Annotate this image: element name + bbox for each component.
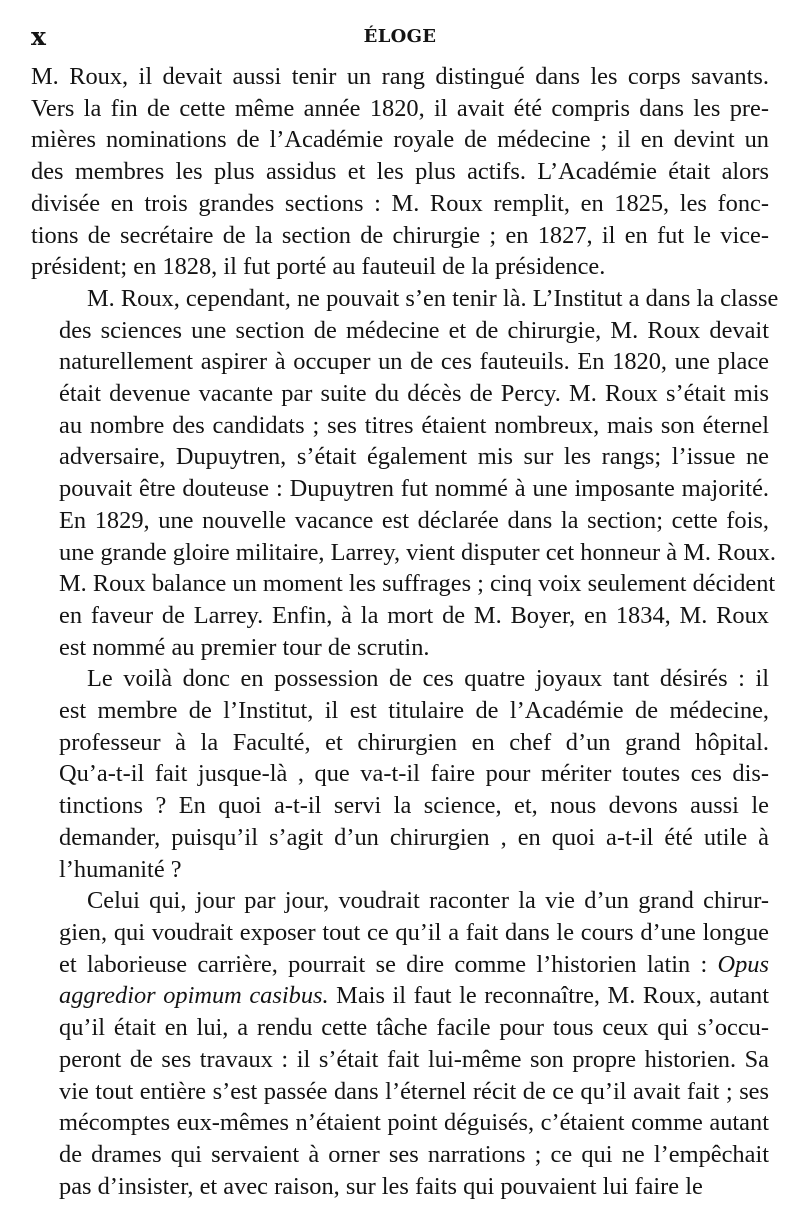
paragraph — [31, 885, 769, 1202]
text-line: adversaire, Dupuytren, s’était également mis sur les rangs; l’issue ne — [59, 443, 769, 471]
text-line: Qu’a-t-il fait jusque-là , que va-t-il faire pour mériter toutes ces dis- — [59, 760, 769, 788]
text-line: l’humanité ? — [59, 855, 182, 883]
text-line: mécomptes eux-mêmes n’étaient point déguisés, c’étaient comme autant — [59, 1109, 769, 1137]
text-line: professeur à la Faculté, et chirurgien en chef d’un grand hôpital. — [59, 728, 769, 756]
text-line: naturellement aspirer à occuper un de ces fauteuils. En 1820, une place — [59, 348, 769, 376]
paragraph — [31, 61, 769, 283]
text-line: des membres les plus assidus et les plus actifs. L’Académie était alors — [31, 158, 769, 186]
text-line: pas d’insister, et avec raison, sur les faits qui pouvaient lui faire le — [59, 1172, 703, 1200]
text-line: vie tout entière s’est passée dans l’éternel récit de ce qu’il avait fait ; ses — [59, 1077, 769, 1105]
text-line: en faveur de Larrey. Enfin, à la mort de M. Boyer, en 1834, M. Roux — [59, 601, 769, 629]
text-line: gien, qui voudrait exposer tout ce qu’il a fait dans le cours d’une longue — [59, 918, 769, 946]
text-line: M. Roux, il devait aussi tenir un rang distingué dans les corps savants. — [31, 63, 769, 90]
text-line: était devenue vacante par suite du décès de Percy. M. Roux s’était mis — [59, 380, 769, 408]
text-line: tinctions ? En quoi a-t-il servi la science, et, nous devons aussi le — [59, 792, 769, 820]
text-line: aggredior opimum casibus. Mais il faut le reconnaître, M. Roux, autant — [59, 982, 769, 1010]
text-line: président; en 1828, il fut porté au fauteuil de la présidence. — [31, 253, 606, 281]
paragraph — [31, 283, 779, 663]
text-line: peront de ses travaux : il s’était fait lui-même son propre historien. Sa — [59, 1045, 769, 1073]
text-line: divisée en trois grandes sections : M. Roux remplit, en 1825, les fonc- — [31, 189, 769, 217]
page-header — [31, 22, 769, 54]
text-line: demander, puisqu’il s’agit d’un chirurgien , en quoi a-t-il été utile à — [59, 823, 769, 851]
text-line: pouvait être douteuse : Dupuytren fut nommé à une imposante majorité. — [59, 475, 769, 503]
body-text — [31, 61, 779, 1202]
page-number: x — [31, 22, 46, 51]
text-line: qu’il était en lui, a rendu cette tâche facile pour tous ceux qui s’occu- — [59, 1014, 769, 1042]
text-line: tions de secrétaire de la section de chirurgie ; en 1827, il en fut le vice- — [31, 221, 769, 249]
text-line: est membre de l’Institut, il est titulaire de l’Académie de médecine, — [59, 697, 769, 725]
text-line: une grande gloire militaire, Larrey, vient disputer cet honneur à M. Roux. — [59, 538, 777, 566]
text-line: M. Roux balance un moment les suffrages ; cinq voix seulement décident — [59, 570, 776, 598]
text-line: et laborieuse carrière, pourrait se dire comme l’historien latin : Opus — [59, 950, 769, 978]
text-line: Le voilà donc en possession de ces quatre joyaux tant désirés : il — [87, 665, 769, 693]
text-line: est nommé au premier tour de scrutin. — [59, 633, 430, 661]
running-head: ÉLOGE — [363, 26, 437, 47]
text-line: Vers la fin de cette même année 1820, il avait été compris dans les pre- — [31, 94, 769, 122]
text-line: de drames qui servaient à orner ses narrations ; ce qui ne l’empêchait — [59, 1140, 769, 1168]
paragraph — [31, 663, 769, 885]
text-line: des sciences une section de médecine et de chirurgie, M. Roux devait — [59, 316, 769, 344]
text-line: mières nominations de l’Académie royale de médecine ; il en devint un — [31, 126, 769, 154]
text-line: M. Roux, cependant, ne pouvait s’en tenir là. L’Institut a dans la classe — [87, 284, 779, 312]
text-line: Celui qui, jour par jour, voudrait raconter la vie d’un grand chirur- — [87, 887, 769, 915]
text-line: au nombre des candidats ; ses titres étaient nombreux, mais son éternel — [59, 411, 769, 439]
text-line: En 1829, une nouvelle vacance est déclarée dans la section; cette fois, — [59, 506, 769, 534]
